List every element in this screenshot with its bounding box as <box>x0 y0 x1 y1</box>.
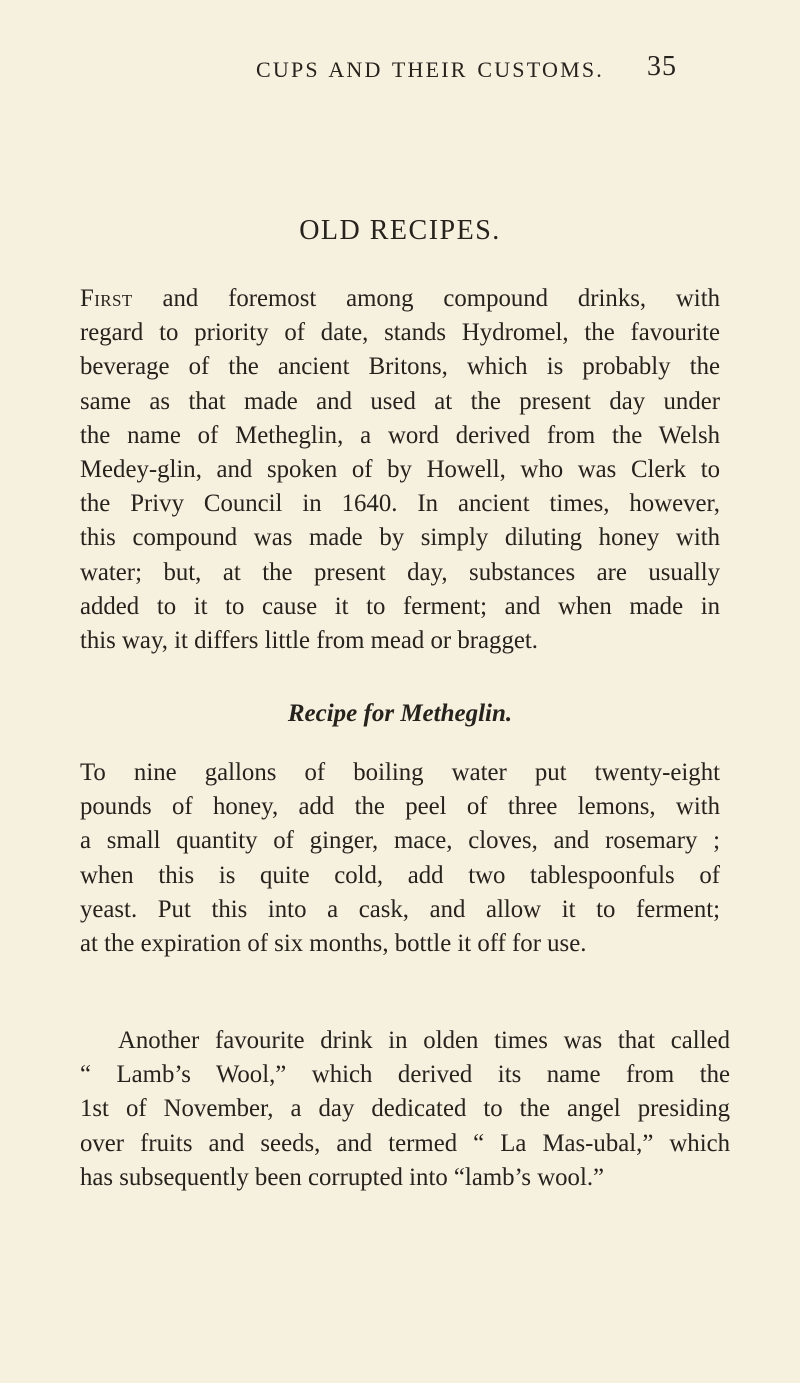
paragraph-line: has subsequently been corrupted into “lamb’s wool.” <box>80 1163 605 1191</box>
paragraph-hydromel <box>80 282 720 658</box>
paragraph-line: a small quantity of ginger, mace, cloves, and rosemary ; <box>80 827 720 855</box>
paragraph-line: the name of Metheglin, a word derived from the Welsh <box>80 421 720 449</box>
paragraph-line: over fruits and seeds, and termed “ La Mas-ubal,” which <box>80 1129 730 1157</box>
recipe-heading: Recipe for Metheglin. <box>287 700 513 727</box>
paragraph-line: To nine gallons of boiling water put twenty-eight <box>80 759 720 786</box>
paragraph-line: First and foremost among compound drinks, with <box>80 285 720 312</box>
paragraph-line: water; but, at the present day, substances are usually <box>80 558 720 586</box>
paragraph-line: regard to priority of date, stands Hydromel, the favourite <box>80 319 720 347</box>
paragraph-line: added to it to cause it to ferment; and when made in <box>80 592 720 620</box>
paragraph-line: this way, it differs little from mead or bragget. <box>80 626 538 654</box>
paragraph-line: this compound was made by simply diluting honey with <box>80 524 720 552</box>
paragraph-line: Medey-glin, and spoken of by Howell, who was Clerk to <box>80 455 720 483</box>
paragraph-line: yeast. Put this into a cask, and allow it to ferment; <box>80 895 720 923</box>
paragraph-recipe <box>80 756 720 961</box>
paragraph-lambs-wool <box>80 1024 730 1195</box>
section-heading: OLD RECIPES. <box>299 215 501 246</box>
paragraph-line: same as that made and used at the present day under <box>80 387 720 415</box>
paragraph-line: the Privy Council in 1640. In ancient times, however, <box>80 490 720 518</box>
running-title: CUPS AND THEIR CUSTOMS. <box>256 57 604 82</box>
running-head <box>0 51 800 91</box>
paragraph-line: when this is quite cold, add two tablespoonfuls of <box>80 861 720 889</box>
lead-word: First <box>80 285 133 312</box>
paragraph-line: at the expiration of six months, bottle it off for use. <box>80 929 587 957</box>
paragraph-line: Another favourite drink in olden times was that called <box>118 1027 730 1054</box>
page-number: 35 <box>647 51 677 82</box>
paragraph-line: 1st of November, a day dedicated to the angel presiding <box>80 1095 730 1123</box>
paragraph-line: pounds of honey, add the peel of three lemons, with <box>80 793 720 821</box>
paragraph-line: beverage of the ancient Britons, which is probably the <box>80 353 720 381</box>
paragraph-line: “ Lamb’s Wool,” which derived its name from the <box>80 1061 730 1089</box>
